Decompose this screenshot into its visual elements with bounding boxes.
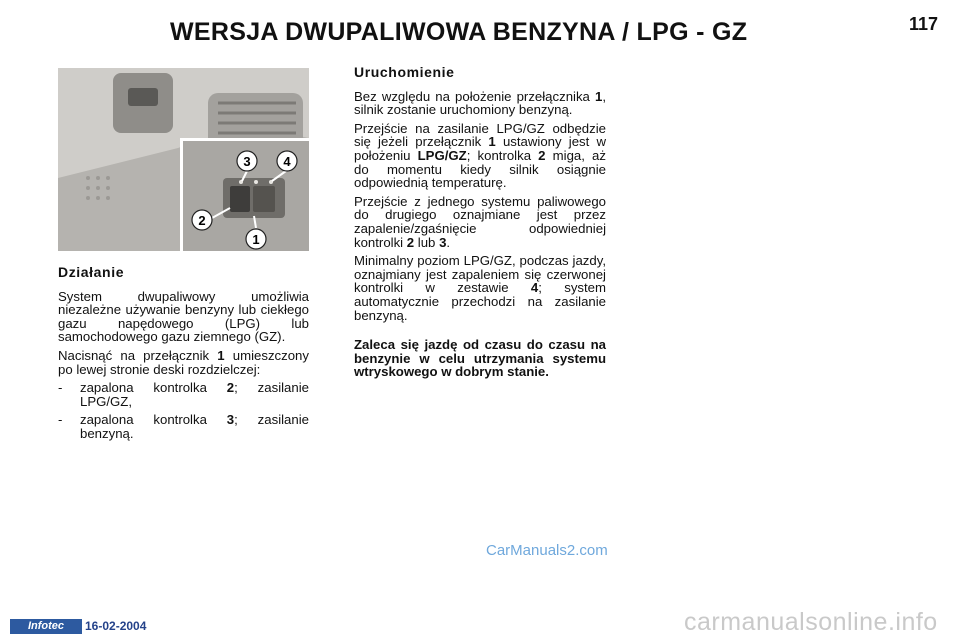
callout-1: 1 [252, 232, 260, 247]
section-heading: Uruchomienie [354, 64, 455, 80]
page-number: 117 [909, 14, 939, 34]
callout-2: 2 [198, 213, 206, 228]
bullet-item: - zapalona kontrolka 3; zasilanie benzyną. [58, 412, 309, 441]
dashboard-illustration [58, 68, 309, 251]
footer-date: 16-02-2004 [85, 619, 147, 633]
warning-note: Zaleca się jazdę od czasu do czasu na benzynie w celu utrzymania systemu wtryskowego w dobrym stanie. [354, 337, 606, 380]
bullet-item: - zapalona kontrolka 2; zasilanie LPG/GZ, [58, 380, 309, 409]
section-dzialanie [58, 266, 309, 446]
section-heading: Działanie [58, 264, 125, 280]
page-title: WERSJA DWUPALIWOWA BENZYNA / LPG - GZ [170, 18, 748, 46]
dashboard-switch-photo [58, 68, 309, 251]
brand-logo: Infotec [10, 619, 82, 634]
watermark-site[interactable]: carmanualsonline.info [684, 608, 938, 636]
paragraph: Bez względu na położenie przełącznika 1, silnik zostanie uruchomiony benzyną. [354, 88, 606, 118]
paragraph: Nacisnąć na przełącznik 1 umieszczony po lewej stronie deski rozdzielczej: [58, 347, 309, 377]
paragraph: Przejście z jednego systemu paliwowego do drugiego oznajmiane jest przez zapalenie/zgaśnięcie odpowiedniej kontrolki 2 lub 3. [354, 193, 606, 250]
callout-3: 3 [243, 154, 251, 169]
section-uruchomienie [354, 66, 606, 384]
watermark-link[interactable]: CarManuals2.com [486, 542, 608, 559]
paragraph: Przejście na zasilanie LPG/GZ odbędzie się jeżeli przełącznik 1 ustawiony jest w położeniu LPG/GZ; kontrolka 2 miga, aż do momentu kiedy silnik osiągnie odpowiednią temperaturę. [354, 120, 606, 191]
paragraph: Minimalny poziom LPG/GZ, podczas jazdy, oznajmiany jest zapaleniem się czerwonej kontrolki w zestawie 4; system automatycznie przechodzi na zasilanie benzyną. [354, 253, 606, 323]
paragraph: System dwupaliwowy umożliwia niezależne używanie benzyny lub ciekłego gazu napędowego (LPG) lub samochodowego gazu ziemnego (GZ). [58, 288, 309, 345]
callout-4: 4 [283, 154, 291, 169]
